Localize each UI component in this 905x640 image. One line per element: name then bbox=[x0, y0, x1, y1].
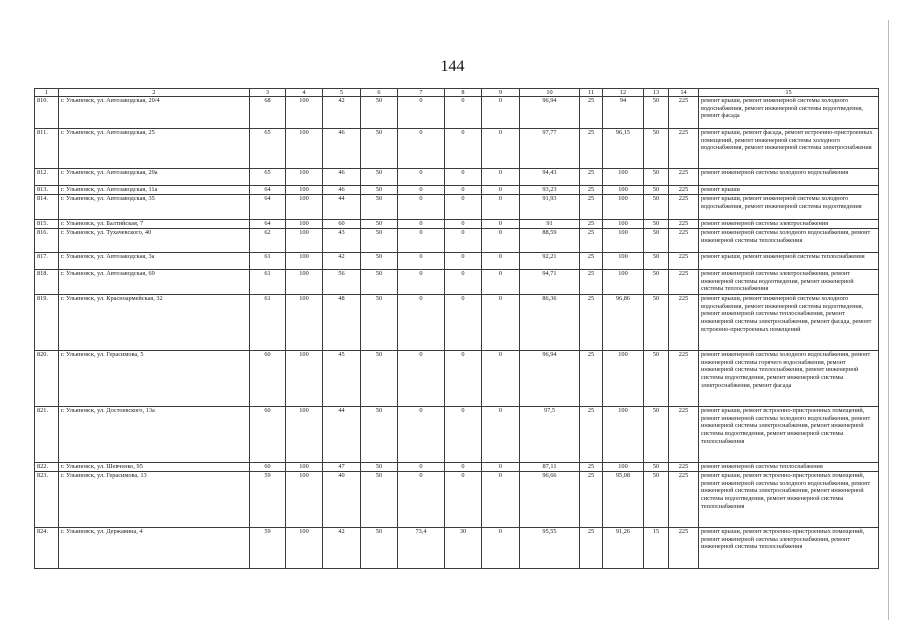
value-cell-col-8: 30 bbox=[445, 528, 482, 569]
value-cell-col-4: 100 bbox=[286, 528, 323, 569]
column-header: 15 bbox=[699, 89, 879, 97]
value-cell-col-4: 100 bbox=[286, 129, 323, 169]
value-cell-col-12: 100 bbox=[603, 229, 644, 253]
value-cell-col-14: 225 bbox=[669, 472, 699, 528]
value-cell-col-3: 59 bbox=[250, 528, 286, 569]
value-cell-col-7: 73,4 bbox=[398, 528, 445, 569]
value-cell-col-5: 48 bbox=[323, 295, 361, 351]
value-cell-col-10: 97,77 bbox=[520, 129, 580, 169]
value-cell-col-10: 87,11 bbox=[520, 463, 580, 472]
value-cell-col-8: 0 bbox=[445, 129, 482, 169]
value-cell-col-9: 0 bbox=[482, 253, 520, 270]
value-cell-col-9: 0 bbox=[482, 97, 520, 129]
value-cell-col-14: 225 bbox=[669, 186, 699, 195]
value-cell-col-3: 65 bbox=[250, 169, 286, 186]
value-cell-col-11: 25 bbox=[580, 295, 603, 351]
row-number-cell: 824. bbox=[35, 528, 59, 569]
row-number-cell: 820. bbox=[35, 351, 59, 407]
value-cell-col-13: 50 bbox=[644, 229, 669, 253]
repair-works-cell: ремонт крыши bbox=[699, 186, 879, 195]
value-cell-col-8: 0 bbox=[445, 351, 482, 407]
value-cell-col-14: 225 bbox=[669, 97, 699, 129]
value-cell-col-13: 50 bbox=[644, 169, 669, 186]
column-header: 1 bbox=[35, 89, 59, 97]
column-header: 3 bbox=[250, 89, 286, 97]
value-cell-col-12: 100 bbox=[603, 253, 644, 270]
value-cell-col-9: 0 bbox=[482, 195, 520, 220]
value-cell-col-8: 0 bbox=[445, 229, 482, 253]
value-cell-col-11: 25 bbox=[580, 195, 603, 220]
value-cell-col-14: 225 bbox=[669, 463, 699, 472]
value-cell-col-13: 50 bbox=[644, 472, 669, 528]
value-cell-col-6: 50 bbox=[361, 186, 398, 195]
column-header: 9 bbox=[482, 89, 520, 97]
value-cell-col-3: 68 bbox=[250, 97, 286, 129]
value-cell-col-6: 50 bbox=[361, 253, 398, 270]
value-cell-col-9: 0 bbox=[482, 270, 520, 295]
value-cell-col-7: 0 bbox=[398, 472, 445, 528]
value-cell-col-12: 100 bbox=[603, 407, 644, 463]
row-number-cell: 823. bbox=[35, 472, 59, 528]
table-row bbox=[35, 97, 879, 129]
table-row bbox=[35, 220, 879, 229]
value-cell-col-4: 100 bbox=[286, 186, 323, 195]
value-cell-col-4: 100 bbox=[286, 407, 323, 463]
row-number-cell: 810. bbox=[35, 97, 59, 129]
column-header: 8 bbox=[445, 89, 482, 97]
value-cell-col-9: 0 bbox=[482, 472, 520, 528]
buildings-table bbox=[34, 88, 879, 569]
repair-works-cell: ремонт крыши, ремонт встроенно-пристроенных помещений, ремонт инженерной системы холодного водоснабжения, ремонт инженерной системы электроснабжения, ремонт инженерной системы водоотведения, ремонт инженерной системы теплоснабжения bbox=[699, 407, 879, 463]
value-cell-col-7: 0 bbox=[398, 463, 445, 472]
value-cell-col-3: 64 bbox=[250, 186, 286, 195]
value-cell-col-4: 100 bbox=[286, 97, 323, 129]
value-cell-col-6: 50 bbox=[361, 220, 398, 229]
page-number: 144 bbox=[440, 58, 465, 75]
value-cell-col-5: 44 bbox=[323, 195, 361, 220]
address-cell: г. Ульяновск, ул. Красноармейская, 32 bbox=[59, 295, 250, 351]
value-cell-col-14: 225 bbox=[669, 129, 699, 169]
table-row bbox=[35, 351, 879, 407]
value-cell-col-3: 59 bbox=[250, 472, 286, 528]
value-cell-col-7: 0 bbox=[398, 407, 445, 463]
address-cell: г. Ульяновск, ул. Тухачевского, 40 bbox=[59, 229, 250, 253]
value-cell-col-3: 61 bbox=[250, 295, 286, 351]
repair-works-cell: ремонт инженерной системы холодного водоснабжения, ремонт инженерной системы горячего водоснабжения, ремонт инженерной системы теплоснабжения, ремонт инженерной системы водоотведения, ремонт инженерной системы электроснабжения, ремонт фасада bbox=[699, 351, 879, 407]
value-cell-col-10: 94,43 bbox=[520, 169, 580, 186]
value-cell-col-7: 0 bbox=[398, 195, 445, 220]
value-cell-col-9: 0 bbox=[482, 528, 520, 569]
value-cell-col-3: 61 bbox=[250, 253, 286, 270]
row-number-cell: 821. bbox=[35, 407, 59, 463]
value-cell-col-14: 225 bbox=[669, 253, 699, 270]
address-cell: г. Ульяновск, ул. Державина, 4 bbox=[59, 528, 250, 569]
value-cell-col-8: 0 bbox=[445, 169, 482, 186]
address-cell: г. Ульяновск, ул. Автозаводская, 35 bbox=[59, 195, 250, 220]
table-row bbox=[35, 229, 879, 253]
value-cell-col-6: 50 bbox=[361, 472, 398, 528]
value-cell-col-13: 50 bbox=[644, 407, 669, 463]
value-cell-col-4: 100 bbox=[286, 351, 323, 407]
value-cell-col-9: 0 bbox=[482, 229, 520, 253]
value-cell-col-4: 100 bbox=[286, 195, 323, 220]
address-cell: г. Ульяновск, ул. Балтийская, 7 bbox=[59, 220, 250, 229]
value-cell-col-10: 86,36 bbox=[520, 295, 580, 351]
table-row bbox=[35, 270, 879, 295]
value-cell-col-13: 50 bbox=[644, 97, 669, 129]
value-cell-col-3: 60 bbox=[250, 351, 286, 407]
row-number-cell: 815. bbox=[35, 220, 59, 229]
value-cell-col-13: 50 bbox=[644, 463, 669, 472]
value-cell-col-11: 25 bbox=[580, 253, 603, 270]
value-cell-col-12: 100 bbox=[603, 220, 644, 229]
address-cell: г. Ульяновск, ул. Автозаводская, 25 bbox=[59, 129, 250, 169]
value-cell-col-13: 50 bbox=[644, 270, 669, 295]
value-cell-col-14: 225 bbox=[669, 407, 699, 463]
value-cell-col-11: 25 bbox=[580, 169, 603, 186]
value-cell-col-10: 96,66 bbox=[520, 472, 580, 528]
value-cell-col-10: 96,94 bbox=[520, 351, 580, 407]
value-cell-col-3: 64 bbox=[250, 220, 286, 229]
value-cell-col-8: 0 bbox=[445, 195, 482, 220]
address-cell: г. Ульяновск, ул. Автозаводская, 69 bbox=[59, 270, 250, 295]
value-cell-col-11: 25 bbox=[580, 220, 603, 229]
address-cell: г. Ульяновск, ул. Автозаводская, 29а bbox=[59, 169, 250, 186]
repair-works-cell: ремонт крыши, ремонт встроенно-пристроенных помещений, ремонт инженерной системы электроснабжения, ремонт инженерной системы теплоснабжения bbox=[699, 528, 879, 569]
row-number-cell: 817. bbox=[35, 253, 59, 270]
value-cell-col-5: 43 bbox=[323, 229, 361, 253]
table-row bbox=[35, 195, 879, 220]
value-cell-col-9: 0 bbox=[482, 407, 520, 463]
value-cell-col-11: 25 bbox=[580, 351, 603, 407]
table-row bbox=[35, 528, 879, 569]
repair-works-cell: ремонт крыши, ремонт инженерной системы холодного водоснабжения, ремонт инженерной системы водоотведения, ремонт фасада bbox=[699, 97, 879, 129]
value-cell-col-5: 46 bbox=[323, 169, 361, 186]
table-row bbox=[35, 295, 879, 351]
value-cell-col-6: 50 bbox=[361, 229, 398, 253]
value-cell-col-12: 100 bbox=[603, 463, 644, 472]
value-cell-col-4: 100 bbox=[286, 229, 323, 253]
value-cell-col-8: 0 bbox=[445, 186, 482, 195]
value-cell-col-5: 46 bbox=[323, 186, 361, 195]
table-row bbox=[35, 463, 879, 472]
value-cell-col-8: 0 bbox=[445, 270, 482, 295]
value-cell-col-9: 0 bbox=[482, 220, 520, 229]
value-cell-col-5: 60 bbox=[323, 220, 361, 229]
value-cell-col-11: 25 bbox=[580, 129, 603, 169]
value-cell-col-11: 25 bbox=[580, 97, 603, 129]
value-cell-col-12: 95,08 bbox=[603, 472, 644, 528]
address-cell: г. Ульяновск, ул. Герасимова, 5 bbox=[59, 351, 250, 407]
value-cell-col-14: 225 bbox=[669, 270, 699, 295]
value-cell-col-13: 50 bbox=[644, 195, 669, 220]
value-cell-col-6: 50 bbox=[361, 169, 398, 186]
column-header: 10 bbox=[520, 89, 580, 97]
repair-works-cell: ремонт инженерной системы электроснабжения bbox=[699, 220, 879, 229]
column-header: 14 bbox=[669, 89, 699, 97]
value-cell-col-3: 62 bbox=[250, 229, 286, 253]
value-cell-col-3: 64 bbox=[250, 195, 286, 220]
value-cell-col-8: 0 bbox=[445, 220, 482, 229]
value-cell-col-13: 50 bbox=[644, 351, 669, 407]
value-cell-col-10: 92,21 bbox=[520, 253, 580, 270]
repair-works-cell: ремонт крыши, ремонт инженерной системы холодного водоснабжения, ремонт инженерной системы водоотведения, ремонт инженерной системы теплоснабжения, ремонт инженерной системы электроснабжения, ремонт фасада, ремонт встроенно-пристроенных помещений bbox=[699, 295, 879, 351]
value-cell-col-7: 0 bbox=[398, 129, 445, 169]
value-cell-col-7: 0 bbox=[398, 270, 445, 295]
value-cell-col-14: 225 bbox=[669, 528, 699, 569]
value-cell-col-14: 225 bbox=[669, 169, 699, 186]
value-cell-col-8: 0 bbox=[445, 295, 482, 351]
repair-works-cell: ремонт крыши, ремонт инженерной системы теплоснабжения bbox=[699, 253, 879, 270]
value-cell-col-13: 15 bbox=[644, 528, 669, 569]
value-cell-col-10: 94,71 bbox=[520, 270, 580, 295]
value-cell-col-5: 56 bbox=[323, 270, 361, 295]
table-row bbox=[35, 407, 879, 463]
value-cell-col-9: 0 bbox=[482, 169, 520, 186]
value-cell-col-7: 0 bbox=[398, 169, 445, 186]
value-cell-col-11: 25 bbox=[580, 270, 603, 295]
value-cell-col-5: 42 bbox=[323, 253, 361, 270]
value-cell-col-3: 60 bbox=[250, 407, 286, 463]
value-cell-col-6: 50 bbox=[361, 407, 398, 463]
page-edge-line bbox=[888, 20, 889, 620]
table-row bbox=[35, 472, 879, 528]
address-cell: г. Ульяновск, ул. Герасимова, 13 bbox=[59, 472, 250, 528]
value-cell-col-8: 0 bbox=[445, 407, 482, 463]
table-row bbox=[35, 186, 879, 195]
value-cell-col-11: 25 bbox=[580, 407, 603, 463]
value-cell-col-7: 0 bbox=[398, 229, 445, 253]
value-cell-col-4: 100 bbox=[286, 270, 323, 295]
value-cell-col-7: 0 bbox=[398, 97, 445, 129]
value-cell-col-14: 225 bbox=[669, 351, 699, 407]
address-cell: г. Ульяновск, ул. Автозаводская, 11а bbox=[59, 186, 250, 195]
value-cell-col-3: 65 bbox=[250, 129, 286, 169]
value-cell-col-10: 88,59 bbox=[520, 229, 580, 253]
value-cell-col-5: 44 bbox=[323, 407, 361, 463]
value-cell-col-5: 47 bbox=[323, 463, 361, 472]
value-cell-col-14: 225 bbox=[669, 229, 699, 253]
column-header: 7 bbox=[398, 89, 445, 97]
table-row bbox=[35, 169, 879, 186]
value-cell-col-7: 0 bbox=[398, 351, 445, 407]
row-number-cell: 822. bbox=[35, 463, 59, 472]
value-cell-col-11: 25 bbox=[580, 472, 603, 528]
value-cell-col-8: 0 bbox=[445, 253, 482, 270]
value-cell-col-12: 100 bbox=[603, 270, 644, 295]
repair-works-cell: ремонт инженерной системы холодного водоснабжения bbox=[699, 169, 879, 186]
value-cell-col-10: 91,93 bbox=[520, 195, 580, 220]
table-header-row bbox=[35, 89, 879, 97]
value-cell-col-9: 0 bbox=[482, 129, 520, 169]
value-cell-col-10: 97,5 bbox=[520, 407, 580, 463]
value-cell-col-13: 50 bbox=[644, 186, 669, 195]
value-cell-col-14: 225 bbox=[669, 220, 699, 229]
value-cell-col-10: 93,23 bbox=[520, 186, 580, 195]
value-cell-col-10: 96,94 bbox=[520, 97, 580, 129]
row-number-cell: 813. bbox=[35, 186, 59, 195]
value-cell-col-6: 50 bbox=[361, 195, 398, 220]
repair-works-cell: ремонт инженерной системы электроснабжения, ремонт инженерной системы водоотведения, ремонт инженерной системы теплоснабжения bbox=[699, 270, 879, 295]
value-cell-col-9: 0 bbox=[482, 186, 520, 195]
value-cell-col-7: 0 bbox=[398, 186, 445, 195]
value-cell-col-14: 225 bbox=[669, 195, 699, 220]
value-cell-col-12: 100 bbox=[603, 195, 644, 220]
repair-works-cell: ремонт инженерной системы холодного водоснабжения, ремонт инженерной системы теплоснабжения bbox=[699, 229, 879, 253]
value-cell-col-10: 95,55 bbox=[520, 528, 580, 569]
value-cell-col-5: 40 bbox=[323, 472, 361, 528]
address-cell: г. Ульяновск, ул. Автозаводская, 3а bbox=[59, 253, 250, 270]
value-cell-col-12: 96,86 bbox=[603, 295, 644, 351]
row-number-cell: 812. bbox=[35, 169, 59, 186]
value-cell-col-13: 50 bbox=[644, 253, 669, 270]
address-cell: г. Ульяновск, ул. Шевченко, 95 bbox=[59, 463, 250, 472]
value-cell-col-13: 50 bbox=[644, 220, 669, 229]
value-cell-col-6: 50 bbox=[361, 270, 398, 295]
value-cell-col-8: 0 bbox=[445, 472, 482, 528]
value-cell-col-11: 25 bbox=[580, 463, 603, 472]
repair-works-cell: ремонт инженерной системы теплоснабжения bbox=[699, 463, 879, 472]
value-cell-col-3: 61 bbox=[250, 270, 286, 295]
row-number-cell: 819. bbox=[35, 295, 59, 351]
row-number-cell: 816. bbox=[35, 229, 59, 253]
value-cell-col-7: 0 bbox=[398, 295, 445, 351]
value-cell-col-6: 50 bbox=[361, 97, 398, 129]
column-header: 5 bbox=[323, 89, 361, 97]
value-cell-col-5: 45 bbox=[323, 351, 361, 407]
value-cell-col-10: 91 bbox=[520, 220, 580, 229]
value-cell-col-9: 0 bbox=[482, 295, 520, 351]
value-cell-col-4: 100 bbox=[286, 472, 323, 528]
column-header: 4 bbox=[286, 89, 323, 97]
row-number-cell: 814. bbox=[35, 195, 59, 220]
value-cell-col-8: 0 bbox=[445, 97, 482, 129]
address-cell: г. Ульяновск, ул. Достоевского, 13а bbox=[59, 407, 250, 463]
column-header: 11 bbox=[580, 89, 603, 97]
value-cell-col-14: 225 bbox=[669, 295, 699, 351]
repair-works-cell: ремонт крыши, ремонт инженерной системы холодного водоснабжения, ремонт инженерной системы водоотведения bbox=[699, 195, 879, 220]
value-cell-col-7: 0 bbox=[398, 253, 445, 270]
repair-works-cell: ремонт крыши, ремонт фасада, ремонт встроенно-пристроенных помещений, ремонт инженерной системы холодного водоснабжения, ремонт инженерной системы электроснабжения bbox=[699, 129, 879, 169]
address-cell: г. Ульяновск, ул. Автозаводская, 20/4 bbox=[59, 97, 250, 129]
repair-works-cell: ремонт крыши, ремонт встроенно-пристроенных помещений, ремонт инженерной системы холодного водоснабжения, ремонт инженерной системы электроснабжения, ремонт инженерной системы водоотведения, ремонт инженерной системы теплоснабжения bbox=[699, 472, 879, 528]
column-header: 2 bbox=[59, 89, 250, 97]
value-cell-col-4: 100 bbox=[286, 220, 323, 229]
value-cell-col-13: 50 bbox=[644, 129, 669, 169]
value-cell-col-6: 50 bbox=[361, 129, 398, 169]
value-cell-col-5: 46 bbox=[323, 129, 361, 169]
value-cell-col-6: 50 bbox=[361, 295, 398, 351]
value-cell-col-6: 50 bbox=[361, 528, 398, 569]
value-cell-col-5: 42 bbox=[323, 528, 361, 569]
value-cell-col-11: 25 bbox=[580, 186, 603, 195]
value-cell-col-4: 100 bbox=[286, 253, 323, 270]
value-cell-col-13: 50 bbox=[644, 295, 669, 351]
value-cell-col-12: 100 bbox=[603, 351, 644, 407]
value-cell-col-4: 100 bbox=[286, 295, 323, 351]
row-number-cell: 818. bbox=[35, 270, 59, 295]
value-cell-col-4: 100 bbox=[286, 169, 323, 186]
value-cell-col-5: 42 bbox=[323, 97, 361, 129]
value-cell-col-7: 0 bbox=[398, 220, 445, 229]
value-cell-col-11: 25 bbox=[580, 229, 603, 253]
column-header: 13 bbox=[644, 89, 669, 97]
value-cell-col-12: 96,15 bbox=[603, 129, 644, 169]
value-cell-col-11: 25 bbox=[580, 528, 603, 569]
value-cell-col-8: 0 bbox=[445, 463, 482, 472]
value-cell-col-4: 100 bbox=[286, 463, 323, 472]
value-cell-col-12: 91,26 bbox=[603, 528, 644, 569]
table-row bbox=[35, 129, 879, 169]
row-number-cell: 811. bbox=[35, 129, 59, 169]
value-cell-col-9: 0 bbox=[482, 351, 520, 407]
value-cell-col-9: 0 bbox=[482, 463, 520, 472]
column-header: 12 bbox=[603, 89, 644, 97]
value-cell-col-6: 50 bbox=[361, 351, 398, 407]
value-cell-col-3: 60 bbox=[250, 463, 286, 472]
column-header: 6 bbox=[361, 89, 398, 97]
value-cell-col-12: 100 bbox=[603, 186, 644, 195]
value-cell-col-12: 100 bbox=[603, 169, 644, 186]
value-cell-col-6: 50 bbox=[361, 463, 398, 472]
value-cell-col-12: 94 bbox=[603, 97, 644, 129]
table-row bbox=[35, 253, 879, 270]
